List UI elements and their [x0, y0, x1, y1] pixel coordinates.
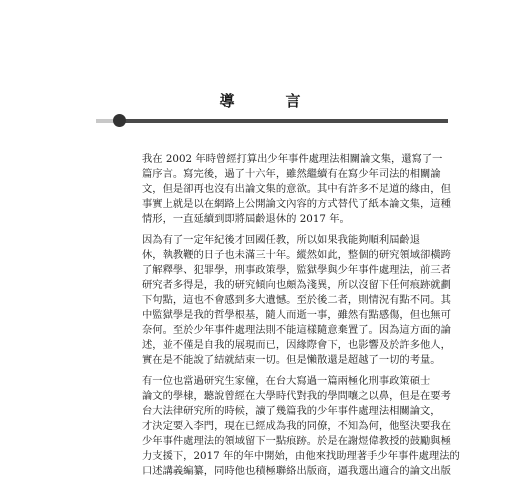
text-line: 口述講義編纂，同時他也積極聯絡出版商，逼我選出適合的論文出版 [142, 465, 451, 477]
text-line: 少年事件處理法的領域留下一點痕跡。於是在謝煜偉教授的鼓勵與極 [142, 435, 451, 447]
divider-dot-icon [113, 114, 126, 127]
text-line: 因為有了一定年紀後才回國任教，所以如果我能夠順利屆齡退 [142, 234, 421, 246]
paragraph-1 [142, 152, 451, 227]
text-line: 事實上就是以在網路上公開論文內容的方式替代了紙本論文集，這種 [142, 198, 451, 210]
text-line: 實在是不能說了結就結束一切。但是懶散還是超越了一切的考量。 [142, 354, 441, 366]
text-line: 論文的學棣，聽說曾經在大學時代對我的學問嚷之以鼻，但是在要考 [142, 390, 451, 402]
text-line: 下句點，這也不會感到多大遺憾。至於後二者，則情況有點不同。其 [142, 294, 451, 306]
text-line: 篇序言。寫完後，過了十六年，雖然繼續有在寫少年司法的相關論 [142, 168, 441, 180]
text-line: 休，執教鞭的日子也未滿三十年。縱然如此，整個的研究領域卻橫跨 [142, 249, 451, 261]
text-line: 我在 2002 年時曾經打算出少年事件處理法相關論文集，還寫了一 [142, 153, 443, 165]
text-line: 研究者多得是，我的研究傾向也頗為淺異，所以沒留下任何痕跡就劃 [142, 279, 451, 291]
text-line: 才決定要入李門，現在已經成為我的同僚，不知為何，他堅決要我在 [142, 420, 451, 432]
text-line: 文，但是卻再也沒有出論文集的意欲。其中有許多不足道的緣由，但 [142, 183, 451, 195]
page-title: 導 言 [219, 92, 319, 110]
text-line: 中監獄學是我的哲學根基，隨人而逝一事，雖然有點感傷，但也無可 [142, 309, 451, 321]
text-line: 台大法律研究所的時候，讀了幾篇我的少年事件處理法相關論文， [142, 405, 441, 417]
text-line: 情形，一直延續到即將屆齡退休的 2017 年。 [142, 213, 350, 225]
paragraph-2 [142, 233, 451, 368]
paragraph-3 [142, 374, 460, 479]
text-line: 奈何。至於少年事件處理法則不能這樣隨意棄置了。因為這方面的論 [142, 324, 451, 336]
text-line: 力支援下，2017 年的年中開始，由他來找助理著手少年事件處理法的 [142, 450, 460, 462]
body-text [142, 152, 460, 485]
text-line: 了解釋學、犯罪學，刑事政策學，監獄學與少年事件處理法，前三者 [142, 264, 451, 276]
title-divider [96, 114, 448, 128]
text-line: 述，並不僅是自我的展現而已，因緣際會下，也影響及於許多他人， [142, 339, 451, 351]
divider-dark-segment [122, 119, 448, 123]
text-line: 有一位也當過研究生家僮，在台大寫過一篇兩極化刑事政策碩士 [142, 375, 431, 387]
